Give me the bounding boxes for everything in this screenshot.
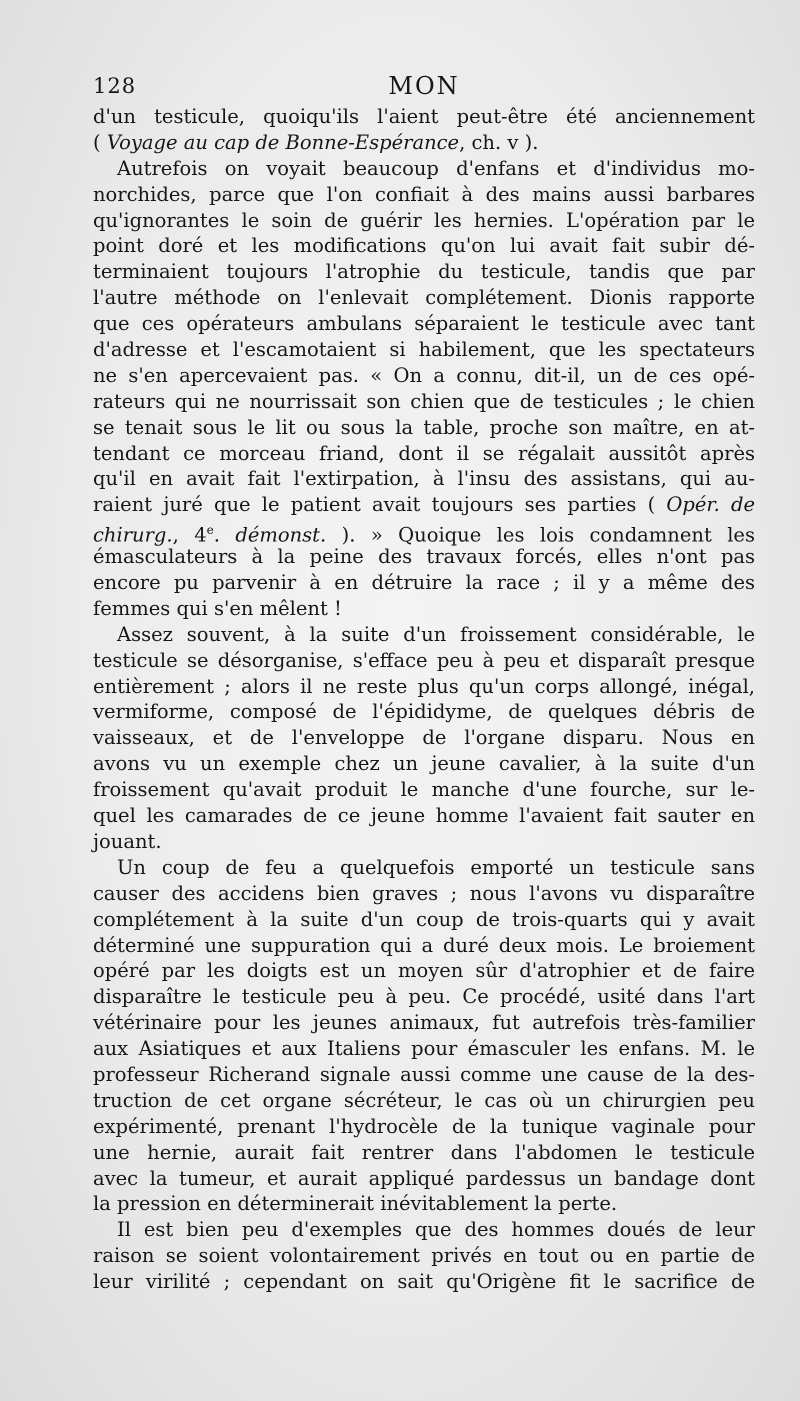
text-line: vétérinaire pour les jeunes animaux, fut autrefois très-familier <box>93 1011 755 1035</box>
text-line: ne s'en apercevaient pas. « On a connu, dit-il, un de ces opé- <box>93 363 755 387</box>
citation-italic: démonst. <box>235 523 327 547</box>
text-segment: . <box>213 523 220 547</box>
text-line: testicule se désorganise, s'efface peu à peu et disparaît presque <box>93 648 755 672</box>
text-line: causer des accidens bien graves ; nous l'avons vu disparaître <box>93 881 755 905</box>
text-line: émasculateurs à la peine des travaux forcés, elles n'ont pas <box>93 545 755 569</box>
text-line: opéré par les doigts est un moyen sûr d'atrophier et de faire <box>93 959 755 983</box>
text-line: professeur Richerand signale aussi comme une cause de la des- <box>93 1062 755 1086</box>
text-line: l'autre méthode on l'enlevait complétement. Dionis rapporte <box>93 286 755 310</box>
citation-italic: chirurg. <box>93 523 173 547</box>
text-line: entièrement ; alors il ne reste plus qu'un corps allongé, inégal, <box>93 674 755 698</box>
paragraph-end-line: la pression en déterminerait inévitablement la perte. <box>93 1192 618 1216</box>
text-line: d'un testicule, quoiqu'ils l'aient peut-être été anciennement <box>93 105 755 128</box>
superscript: e <box>206 523 214 538</box>
citation-open: ( <box>93 130 101 154</box>
text-segment: , 4 <box>172 523 207 547</box>
text-segment: ). » Quoique les lois condamnent les <box>341 523 755 547</box>
text-line: vermiforme, composé de l'épididyme, de quelques débris de <box>93 700 755 724</box>
body-text <box>93 104 755 1295</box>
text-line: quel les camarades de ce jeune homme l'avaient fait sauter en <box>93 804 755 828</box>
text-line: disparaître le testicule peu à peu. Ce procédé, usité dans l'art <box>93 985 755 1009</box>
text-line: déterminé une suppuration qui a duré deux mois. Le broiement <box>93 933 755 957</box>
page-number: 128 <box>93 74 137 98</box>
text-line: tendant ce morceau friand, dont il se régalait aussitôt après <box>93 441 755 465</box>
text-line: vaisseaux, et de l'enveloppe de l'organe disparu. Nous en <box>93 726 755 750</box>
text-line: expérimenté, prenant l'hydrocèle de la tunique vaginale pour <box>93 1114 755 1138</box>
text-line: froissement qu'avait produit le manche d'une fourche, sur le- <box>93 778 755 802</box>
text-line-citation <box>93 130 755 156</box>
text-segment: raient juré que le patient avait toujours ses parties ( <box>93 493 656 517</box>
text-line: leur virilité ; cependant on sait qu'Origène fit le sacrifice de <box>93 1270 755 1294</box>
text-line: encore pu parvenir à en détruire la race ; il y a même des <box>93 571 755 595</box>
running-title: MON <box>388 72 460 100</box>
text-line-with-citation <box>93 492 755 518</box>
paragraph-start-line: Il est bien peu d'exemples que des hommes doués de leur <box>117 1218 755 1242</box>
text-line: qu'il en avait fait l'extirpation, à l'insu des assistans, qui au- <box>93 467 755 491</box>
text-line: une hernie, aurait fait rentrer dans l'abdomen le testicule <box>93 1140 755 1164</box>
paragraph-end-line: femmes qui s'en mêlent ! <box>93 596 342 620</box>
text-line: norchides, parce que l'on confiait à des mains aussi barbares <box>93 182 755 206</box>
citation-title: Voyage au cap de Bonne-Espérance <box>106 130 460 154</box>
text-line: se tenait sous le lit ou sous la table, proche son maître, en at- <box>93 415 755 439</box>
text-line: avec la tumeur, et aurait appliqué pardessus un bandage dont <box>93 1166 755 1190</box>
text-line: point doré et les modifications qu'on lui avait fait subir dé- <box>93 234 755 258</box>
text-line: terminaient toujours l'atrophie du testicule, tandis que par <box>93 260 755 284</box>
citation-close: , ch. v ). <box>459 130 539 154</box>
paragraph-start-line: Autrefois on voyait beaucoup d'enfans et d'individus mo- <box>117 156 755 180</box>
text-line: avons vu un exemple chez un jeune cavalier, à la suite d'un <box>93 752 755 776</box>
citation-italic: Opér. de <box>666 493 755 517</box>
paragraph-start-line: Un coup de feu a quelquefois emporté un testicule sans <box>117 855 755 879</box>
text-line: que ces opérateurs ambulans séparaient le testicule avec tant <box>93 312 755 336</box>
text-line: aux Asiatiques et aux Italiens pour émasculer les enfans. M. le <box>93 1037 755 1061</box>
text-line: d'adresse et l'escamotaient si habilement, que les spectateurs <box>93 338 755 362</box>
paragraph-start-line: Assez souvent, à la suite d'un froissement considérable, le <box>117 622 755 646</box>
text-line-with-citation <box>93 518 755 547</box>
running-head <box>93 72 755 108</box>
text-line: truction de cet organe sécréteur, le cas où un chirurgien peu <box>93 1088 755 1112</box>
text-line: raison se soient volontairement privés en tout ou en partie de <box>93 1244 755 1268</box>
text-line: qu'ignorantes le soin de guérir les hernies. L'opération par le <box>93 208 755 232</box>
text-line: complétement à la suite d'un coup de trois-quarts qui y avait <box>93 907 755 931</box>
text-line: rateurs qui ne nourrissait son chien que de testicules ; le chien <box>93 389 755 413</box>
paragraph-end-line: jouant. <box>93 829 162 853</box>
